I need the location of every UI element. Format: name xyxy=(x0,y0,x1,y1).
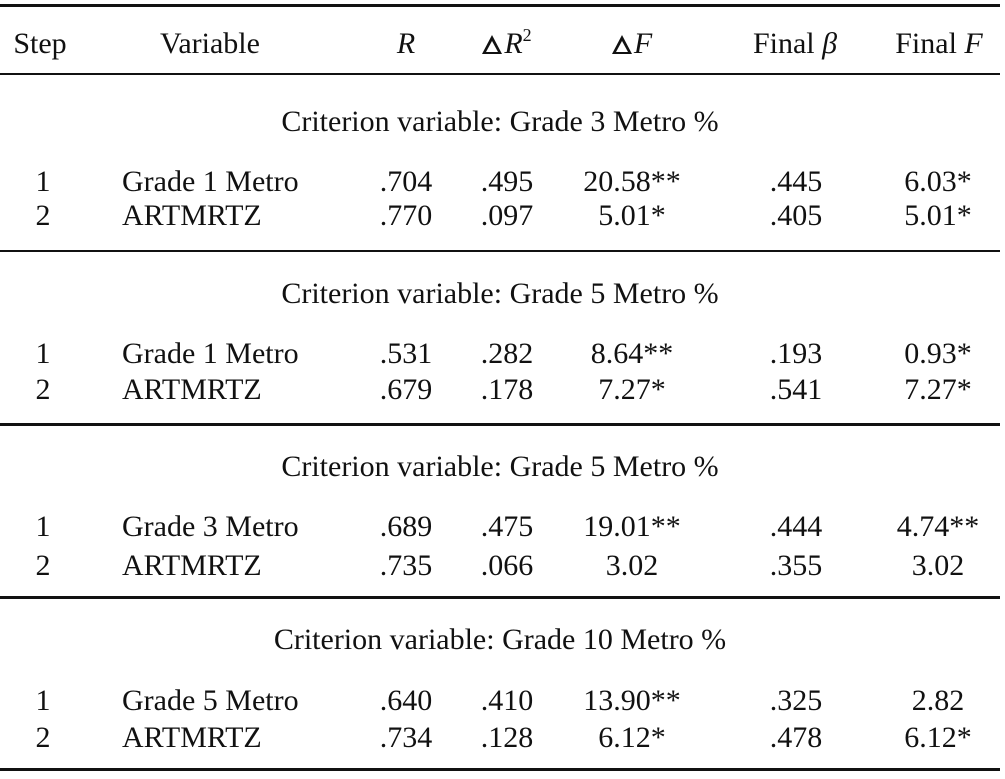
cell-variable: ARTMRTZ xyxy=(122,721,262,754)
cell-r: .734 xyxy=(379,721,433,754)
header-variable: Variable xyxy=(160,27,260,60)
header-step: Step xyxy=(13,27,67,60)
header-rule xyxy=(0,73,1000,75)
cell-r: .531 xyxy=(379,337,433,370)
block-rule xyxy=(0,423,1000,426)
cell-r: .735 xyxy=(379,549,433,582)
cell-variable: Grade 1 Metro xyxy=(122,337,299,370)
cell-r: .640 xyxy=(379,684,433,717)
header-final-beta xyxy=(730,24,860,64)
cell-delta-f: 8.64** xyxy=(590,337,674,370)
header-final-f xyxy=(878,24,1000,64)
header-delta-r2-letter: R xyxy=(504,27,523,60)
cell-delta-r2: .282 xyxy=(480,337,534,370)
cell-delta-f: 5.01* xyxy=(598,199,666,232)
cell-delta-r2: .128 xyxy=(480,721,534,754)
header-final-f-symbol: F xyxy=(964,27,983,60)
cell-final-beta: .444 xyxy=(769,510,823,543)
criterion-label: Criterion variable: Grade 3 Metro % xyxy=(281,105,719,138)
cell-step: 2 xyxy=(35,199,51,232)
header-r: R xyxy=(396,27,416,60)
cell-delta-r2: .178 xyxy=(480,373,534,406)
cell-r: .770 xyxy=(379,199,433,232)
criterion-label: Criterion variable: Grade 5 Metro % xyxy=(281,277,719,310)
table-row xyxy=(0,718,1000,758)
header-final-beta-symbol: β xyxy=(822,27,838,60)
cell-final-f: 2.82 xyxy=(911,684,965,717)
cell-step: 2 xyxy=(35,373,51,406)
delta-symbol-icon xyxy=(612,35,632,54)
header-delta-f xyxy=(580,24,684,64)
header-delta-r2-sup: 2 xyxy=(522,25,532,45)
bottom-rule xyxy=(0,768,1000,771)
cell-step: 1 xyxy=(35,510,51,543)
cell-step: 1 xyxy=(35,165,51,198)
cell-delta-f: 20.58** xyxy=(583,165,681,198)
cell-final-beta: .445 xyxy=(769,165,823,198)
cell-final-f: 5.01* xyxy=(904,199,972,232)
cell-variable: Grade 3 Metro xyxy=(122,510,299,543)
cell-delta-f: 6.12* xyxy=(598,721,666,754)
cell-variable: ARTMRTZ xyxy=(122,549,262,582)
cell-delta-f: 13.90** xyxy=(583,684,681,717)
block-rule xyxy=(0,596,1000,599)
table-header xyxy=(0,24,1000,64)
table-row xyxy=(0,681,1000,721)
header-delta-r2 xyxy=(462,24,552,64)
cell-delta-r2: .097 xyxy=(480,199,534,232)
cell-variable: Grade 1 Metro xyxy=(122,165,299,198)
cell-r: .704 xyxy=(379,165,433,198)
cell-delta-r2: .495 xyxy=(480,165,534,198)
cell-delta-f: 7.27* xyxy=(598,373,666,406)
block-rule xyxy=(0,250,1000,252)
cell-delta-f: 3.02 xyxy=(605,549,659,582)
cell-final-f: 6.12* xyxy=(904,721,972,754)
cell-variable: Grade 5 Metro xyxy=(122,684,299,717)
cell-final-beta: .355 xyxy=(769,549,823,582)
table-row xyxy=(0,196,1000,236)
top-rule xyxy=(0,4,1000,7)
cell-final-f: 4.74** xyxy=(896,510,980,543)
cell-variable: ARTMRTZ xyxy=(122,373,262,406)
criterion-label: Criterion variable: Grade 10 Metro % xyxy=(273,623,727,656)
cell-step: 2 xyxy=(35,721,51,754)
cell-step: 1 xyxy=(35,684,51,717)
cell-final-beta: .541 xyxy=(769,373,823,406)
cell-r: .689 xyxy=(379,510,433,543)
cell-final-beta: .325 xyxy=(769,684,823,717)
cell-r: .679 xyxy=(379,373,433,406)
cell-delta-f: 19.01** xyxy=(583,510,681,543)
cell-step: 1 xyxy=(35,337,51,370)
cell-step: 2 xyxy=(35,549,51,582)
cell-final-f: 3.02 xyxy=(911,549,965,582)
delta-symbol-icon xyxy=(482,35,502,54)
cell-final-f: 0.93* xyxy=(904,337,972,370)
table-row xyxy=(0,370,1000,410)
cell-final-f: 6.03* xyxy=(904,165,972,198)
table-row xyxy=(0,546,1000,586)
cell-final-beta: .478 xyxy=(769,721,823,754)
cell-delta-r2: .475 xyxy=(480,510,534,543)
criterion-label: Criterion variable: Grade 5 Metro % xyxy=(281,450,719,483)
cell-delta-r2: .410 xyxy=(480,684,534,717)
cell-final-beta: .193 xyxy=(769,337,823,370)
cell-final-f: 7.27* xyxy=(904,373,972,406)
header-delta-f-letter: F xyxy=(633,27,653,60)
cell-final-beta: .405 xyxy=(769,199,823,232)
table-row xyxy=(0,334,1000,374)
table-row xyxy=(0,507,1000,547)
header-final-beta-prefix: Final xyxy=(752,27,823,60)
cell-variable: ARTMRTZ xyxy=(122,199,262,232)
cell-delta-r2: .066 xyxy=(480,549,534,582)
header-final-f-prefix: Final xyxy=(895,27,965,60)
